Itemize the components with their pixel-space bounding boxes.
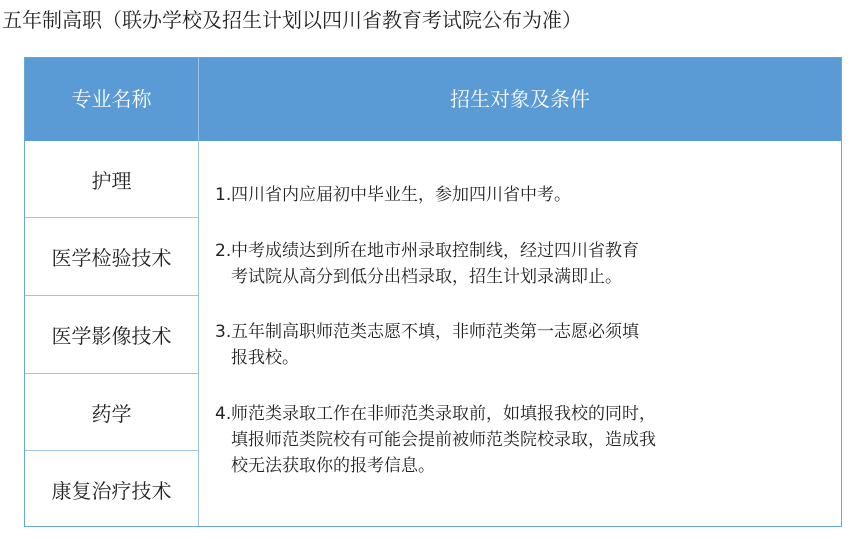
majors-column	[25, 141, 198, 527]
condition-line: 师范类录取工作在非师范类录取前，如填报我校的同时，	[231, 404, 656, 424]
condition-line: 四川省内应届初中毕业生，参加四川省中考。	[231, 185, 571, 205]
condition-number: 1.	[215, 185, 232, 205]
condition-line: 考试院从高分到低分出档录取，招生计划录满即止。	[231, 267, 622, 287]
condition-number: 2.	[215, 241, 232, 261]
major-cell: 药学	[25, 374, 198, 451]
page-title: 五年制高职（联办学校及招生计划以四川省教育考试院公布为准）	[2, 8, 582, 32]
admission-table	[24, 57, 842, 527]
condition-number: 3.	[215, 322, 232, 342]
major-cell: 护理	[25, 141, 198, 218]
major-cell: 医学检验技术	[25, 218, 198, 296]
condition-item	[215, 182, 571, 208]
major-cell: 康复治疗技术	[51, 478, 172, 503]
condition-line: 校无法获取你的报考信息。	[231, 456, 435, 476]
condition-number: 4.	[215, 404, 232, 424]
condition-line: 中考成绩达到所在地市州录取控制线，经过四川省教育	[231, 241, 639, 261]
conditions-column	[199, 141, 841, 527]
major-cell: 医学影像技术	[25, 296, 198, 374]
condition-line: 填报师范类院校有可能会提前被师范类院校录取，造成我	[231, 430, 656, 450]
table-header	[25, 58, 841, 141]
condition-line: 五年制高职师范类志愿不填，非师范类第一志愿必须填	[231, 322, 639, 342]
condition-item	[215, 401, 656, 479]
header-major-name: 专业名称	[71, 87, 152, 111]
condition-line: 报我校。	[231, 348, 299, 368]
condition-item	[215, 319, 639, 371]
condition-item	[215, 238, 639, 290]
header-conditions: 招生对象及条件	[450, 87, 590, 111]
